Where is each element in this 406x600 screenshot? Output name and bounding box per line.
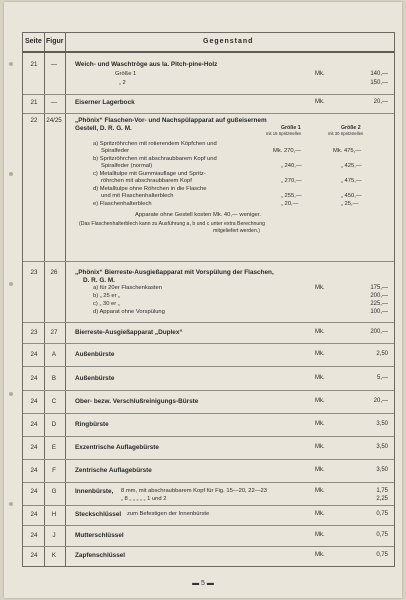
punch-hole [9, 282, 13, 286]
item-title: Gestell, D. R. G. M. [75, 125, 132, 132]
item-line: „ 2 [119, 80, 126, 86]
item-title: „Phönix“ Bierreste-Ausgießapparat mit Vorspülung der Flaschen, [75, 269, 274, 276]
item-option: a) Spritzröhrchen mit rotierendem Köpfchen und [93, 141, 217, 147]
page-number [4, 580, 402, 587]
item-title: Innenbürste, [75, 488, 114, 495]
row-divider [23, 390, 394, 391]
currency-label: Mk. [315, 488, 325, 494]
punch-hole [9, 172, 13, 176]
size-subheader: mit 30 Spritzstellen [328, 131, 364, 136]
header-seite: Seite [25, 38, 42, 45]
item-note: Apparate ohne Gestell kosten Mk. 40,— weniger. [135, 212, 261, 218]
currency-label: Mk. [315, 398, 325, 404]
item-line: „ 8 „ „ „ „ „ 1 und 2 [121, 496, 167, 502]
price: „ 240,— [281, 163, 302, 169]
item-option: und mit Flaschenhalterblech [101, 193, 174, 199]
row-divider [23, 94, 394, 95]
currency-label: Mk. [315, 467, 325, 473]
currency-label: Mk. [315, 99, 325, 105]
price: 20,— [373, 398, 388, 404]
cell-seite: 24 [30, 511, 38, 518]
cell-seite: 24 [30, 444, 38, 451]
item-option: b) „ 25 er „ [93, 293, 121, 299]
cell-figur: J [52, 532, 56, 539]
punch-hole [9, 392, 13, 396]
row-divider [23, 113, 394, 114]
currency-label: Mk. [315, 285, 325, 291]
currency-label: Mk. [315, 532, 325, 538]
row-divider [23, 413, 394, 414]
item-title: Mutterschlüssel [75, 532, 124, 539]
cell-figur: E [51, 444, 57, 451]
price: 5,— [376, 375, 388, 381]
cell-seite: 24 [30, 488, 38, 495]
currency-label: Mk. [315, 375, 325, 381]
item-note: mitgeliefert werden.) [213, 228, 260, 234]
item-option: c) „ 30 er „ [93, 301, 120, 307]
cell-figur: — [50, 99, 58, 106]
item-option: a) für 20er Flaschenkasten [93, 285, 162, 291]
size-header: Größe 2 [341, 125, 361, 131]
price: 150,— [370, 80, 388, 86]
price: 200,— [370, 329, 388, 335]
price: 175,— [370, 285, 388, 291]
ornament-right: ▬ [204, 580, 214, 587]
item-title: Steckschlüssel [75, 511, 122, 518]
currency-label: Mk. [315, 421, 325, 427]
currency-label: Mk. [315, 329, 325, 335]
item-title: Außenbürste [75, 375, 115, 382]
cell-seite: 24 [30, 421, 38, 428]
cell-figur: G [51, 488, 57, 495]
price: 100,— [370, 309, 388, 315]
cell-figur: — [50, 61, 58, 68]
price: Mk. 270,— [273, 148, 302, 154]
cell-seite: 21 [30, 61, 38, 68]
currency-label: Mk. [315, 511, 325, 517]
item-title: Ober- bezw. Verschlußreinigungs-Bürste [75, 398, 199, 405]
price: Mk. 475,— [333, 148, 362, 154]
header-figur: Figur [46, 38, 64, 45]
currency-label: Mk. [315, 552, 325, 558]
item-option: d) Apparat ohne Vorspülung [93, 309, 165, 315]
size-header: Größe 1 [281, 125, 301, 131]
cell-figur: K [51, 552, 57, 559]
cell-seite: 24 [30, 467, 38, 474]
cell-figur: F [52, 467, 56, 474]
row-divider [23, 436, 394, 437]
item-line: 8 mm, mit abschraubbarem Kopf für Fig. 15—20, 22—23 [121, 488, 267, 494]
currency-label: Mk. [315, 351, 325, 357]
price: „ 20,— [281, 201, 299, 207]
price: „ 270,— [281, 178, 302, 184]
cell-figur: 26 [50, 269, 58, 276]
price: 3,50 [376, 421, 388, 427]
price: 2,25 [376, 496, 388, 502]
item-option: b) Spritzröhrchen mit abschraubbarem Kopf und [93, 156, 217, 162]
binding-holes [8, 2, 14, 598]
item-option: c) Metalltulpe mit Gummiauflage und Spritz- [93, 171, 206, 177]
row-divider [23, 366, 394, 367]
row-divider [23, 505, 394, 506]
page-number-value: 5 [201, 580, 205, 587]
price: 0,75 [376, 552, 388, 558]
item-title: Bierreste-Ausgießapparat „Duplex“ [75, 329, 183, 336]
cell-figur: C [51, 398, 57, 405]
price-table [22, 32, 395, 567]
row-divider [23, 261, 394, 262]
item-option: röhrchen mit abschraubbarem Kopf [101, 178, 192, 184]
row-divider [23, 459, 394, 460]
cell-seite: 21 [30, 99, 38, 106]
item-title: Weich- und Waschtröge aus Ia. Pitch-pine-Holz [75, 61, 218, 68]
row-divider [23, 343, 394, 344]
cell-figur: 27 [50, 329, 58, 336]
item-title: Ringbürste [75, 421, 109, 428]
item-option: Spiralfeder [101, 148, 130, 154]
item-title: Zentrische Auflagebürste [75, 467, 152, 474]
catalog-page [4, 2, 402, 598]
price: 225,— [370, 301, 388, 307]
row-divider [23, 546, 394, 547]
cell-seite: 24 [30, 532, 38, 539]
cell-seite: 24 [30, 398, 38, 405]
currency-label: Mk. [315, 71, 325, 77]
item-title: Außenbürste [75, 351, 115, 358]
cell-figur: B [51, 375, 57, 382]
item-option: e) Flaschenhalterblech [93, 201, 152, 207]
item-option: d) Metalltulpe ohne Röhrchen in die Flasche [93, 186, 207, 192]
cell-figur: D [51, 421, 57, 428]
price: „ 450,— [341, 193, 362, 199]
row-divider [23, 525, 394, 526]
item-option: Spiralfeder (normal) [101, 163, 153, 169]
item-title: D. R. G. M. [83, 277, 115, 284]
item-title: „Phönix“ Flaschen-Vor- und Nachspülapparat auf gußeisernem [75, 117, 267, 124]
price: 1,75 [376, 488, 388, 494]
row-divider [23, 322, 394, 323]
cell-figur: 24/25 [46, 117, 62, 124]
ornament-left: ▬ [192, 580, 202, 587]
cell-seite: 23 [30, 329, 38, 336]
cell-seite: 22 [30, 117, 38, 124]
price: „ 255,— [281, 193, 302, 199]
cell-seite: 23 [30, 269, 38, 276]
price: 20,— [373, 99, 388, 105]
header-gegenstand: Gegenstand [203, 38, 254, 45]
price: 140,— [370, 71, 388, 77]
item-title: Zapfenschlüssel [75, 552, 126, 559]
price: 0,75 [376, 511, 388, 517]
item-title: Exzentrische Auflagebürste [75, 444, 159, 451]
price: 2,50 [376, 351, 388, 357]
cell-seite: 24 [30, 552, 38, 559]
punch-hole [9, 62, 13, 66]
size-subheader: mit 15 Spritzstellen [266, 131, 302, 136]
item-line: zum Befestigen der Innenbürste [127, 511, 210, 517]
cell-figur: H [51, 511, 57, 518]
price: „ 25,— [341, 201, 359, 207]
punch-hole [9, 502, 13, 506]
item-note: (Das Flaschenhalterblech kann zu Ausführung a, b und c unter extra Berechnung [79, 221, 265, 227]
price: „ 475,— [341, 178, 362, 184]
cell-seite: 24 [30, 351, 38, 358]
cell-figur: A [51, 351, 57, 358]
table-header [23, 33, 394, 53]
cell-seite: 24 [30, 375, 38, 382]
item-line: Größe 1 [115, 71, 137, 77]
price: 3,50 [376, 467, 388, 473]
price: 200,— [370, 293, 388, 299]
price: 3,50 [376, 444, 388, 450]
item-title: Eiserner Lagerbock [75, 99, 135, 106]
currency-label: Mk. [315, 444, 325, 450]
price: „ 425,— [341, 163, 362, 169]
price: 0,75 [376, 532, 388, 538]
row-divider [23, 482, 394, 483]
